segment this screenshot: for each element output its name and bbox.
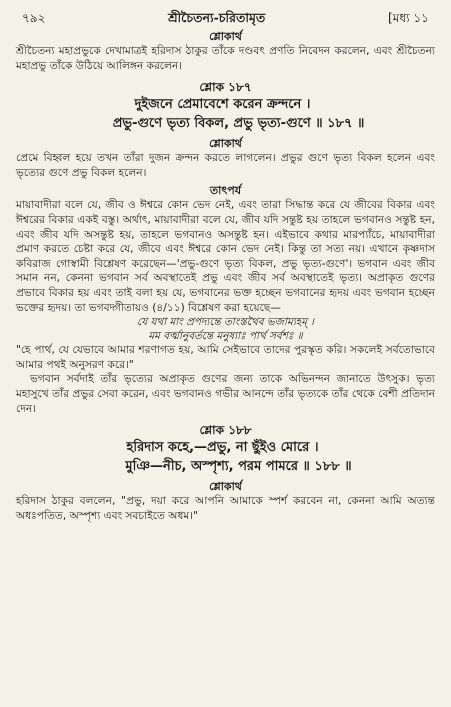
verse-number-187: শ্লোক ১৮৭ bbox=[199, 80, 252, 95]
purport-paragraph-3: ভগবান সর্বদাই তাঁর ভৃত্যের অপ্রাকৃত গুণের জন্য তাকে অভিনন্দন জানাতে উৎসুক। ভৃত্য মহাসুখে তাঁর প্রভুর সেবা করেন, এবং ভগবানও গভীর আনন্দে তাঁর ভৃত্যকে তাঁর থেকে বেশী প্রতিদান দেন। bbox=[16, 373, 435, 415]
translation-text-2: প্রেমে বিহ্বল হয়ে তখন তাঁরা দুজন ক্রন্দন করতে লাগলেন। প্রভুর গুণে ভৃত্য বিকল হলেন এবং ভৃত্যের গুণে প্রভু বিকল হলেন। bbox=[16, 152, 435, 179]
translation-heading-2: শ্লোকার্থ bbox=[209, 137, 242, 151]
verse-188-line-1: হরিদাস কহে,—প্রভু, না ছুঁইও মোরে । bbox=[126, 440, 319, 456]
purport-paragraph-1: মায়াবাদীরা বলে যে, জীব ও ঈশ্বরে কোন ভেদ নেই, এবং তারা সিদ্ধান্ত করে যে জীবের বিকার এবং ঈশ্বরের বিকার একই বস্তু। অর্থাৎ, মায়াবাদীরা বলে যে, জীব যদি সন্তুষ্ট হয় তাহলে ভগবানও সন্তুষ্ট হন, এবং জীব যদি অসন্তুষ্ট হয়, তাহলে ভগবানও অসন্তুষ্ট হন। এইভাবে কথার মারপ্যাঁচে, মায়াবাদীরা প্রমাণ করতে চেষ্টা করে যে, জীবে এবং ঈশ্বরে কোন ভেদ নেই। কিন্তু তা সত্য নয়। এখানে কৃষ্ণদাস কবিরাজ গোস্বামী বিশ্লেষণ করেছেন—'প্রভু-গুণে ভৃত্য বিকল, প্রভু ভৃত্য-গুণে'। ভগবান এবং জীব সমান নন, কেননা ভগবান সর্ব অবস্থাতেই প্রভু এবং জীব সর্ব অবস্থাতেই ভৃত্য। অপ্রাকৃত গুণের প্রভাবে বিকার হয় এবং তাই বলা হয় যে, ভগবানের ভক্ত হচ্ছেন ভগবানের হৃদয় এবং ভগবান হচ্ছেন ভক্তের হৃদয়। তা ভগবদ্গীতায়ও (৪/১১) বিশ্লেষণ করা হয়েছে— bbox=[16, 199, 435, 314]
page-number: ৭৯২ bbox=[22, 11, 46, 25]
verse-187-line-2: প্রভু-গুণে ভৃত্য বিকল, প্রভু ভৃত্য-গুণে ॥ ১৮৭ ॥ bbox=[112, 116, 365, 132]
translation-heading-3: শ্লোকার্থ bbox=[209, 480, 242, 494]
gita-quote-line-2: মম বর্ত্মানুবর্তন্তে মনুষ্যাঃ পার্থ সর্বশঃ ॥ bbox=[148, 330, 303, 343]
verse-187 bbox=[16, 95, 435, 133]
gita-quote-line-1: যে যথা মাং প্রপদ্যন্তে তাংস্তথৈব ভজাম্যহম্ । bbox=[136, 316, 315, 329]
chapter-marker: [মধ্য ১১ bbox=[388, 11, 429, 25]
translation-text-3: হরিদাস ঠাকুর বললেন, "প্রভু, দয়া করে আপনি আমাকে স্পর্শ করবেন না, কেননা আমি অত্যন্ত অধঃপতিত, অস্পৃশ্য এবং সবচাইতে অধম।" bbox=[16, 495, 435, 522]
page-header bbox=[16, 10, 435, 26]
purport-heading: তাৎপর্য bbox=[209, 184, 242, 198]
verse-188 bbox=[16, 438, 435, 476]
running-title: শ্রীচৈতন্য-চরিতামৃত bbox=[168, 10, 266, 25]
verse-187-line-1: দুইজনে প্রেমাবেশে করেন ক্রন্দনে । bbox=[134, 97, 311, 113]
purport-paragraph-2: "হে পার্থ, যে যেভাবে আমার শরণাগত হয়, আমি সেইভাবে তাদের পুরস্কৃত করি। সকলেই সর্বতোভাবে আমার পথই অনুসরণ করে।" bbox=[16, 344, 435, 371]
verse-188-line-2: মুঞি—নীচ, অস্পৃশ্য, পরম পামরে ॥ ১৮৮ ॥ bbox=[125, 459, 352, 475]
gita-quote bbox=[16, 315, 435, 343]
verse-number-188: শ্লোক ১৮৮ bbox=[199, 423, 252, 438]
translation-heading-1: শ্লোকার্থ bbox=[209, 30, 242, 43]
translation-text-1: শ্রীচৈতন্য মহাপ্রভুকে দেখামাত্রই হরিদাস ঠাকুর তাঁকে দণ্ডবৎ প্রণতি নিবেদন করলেন, এবং শ্রীচৈতন্য মহাপ্রভু তাঁকে উঠিয়ে আলিঙ্গন করলেন। bbox=[16, 45, 435, 72]
